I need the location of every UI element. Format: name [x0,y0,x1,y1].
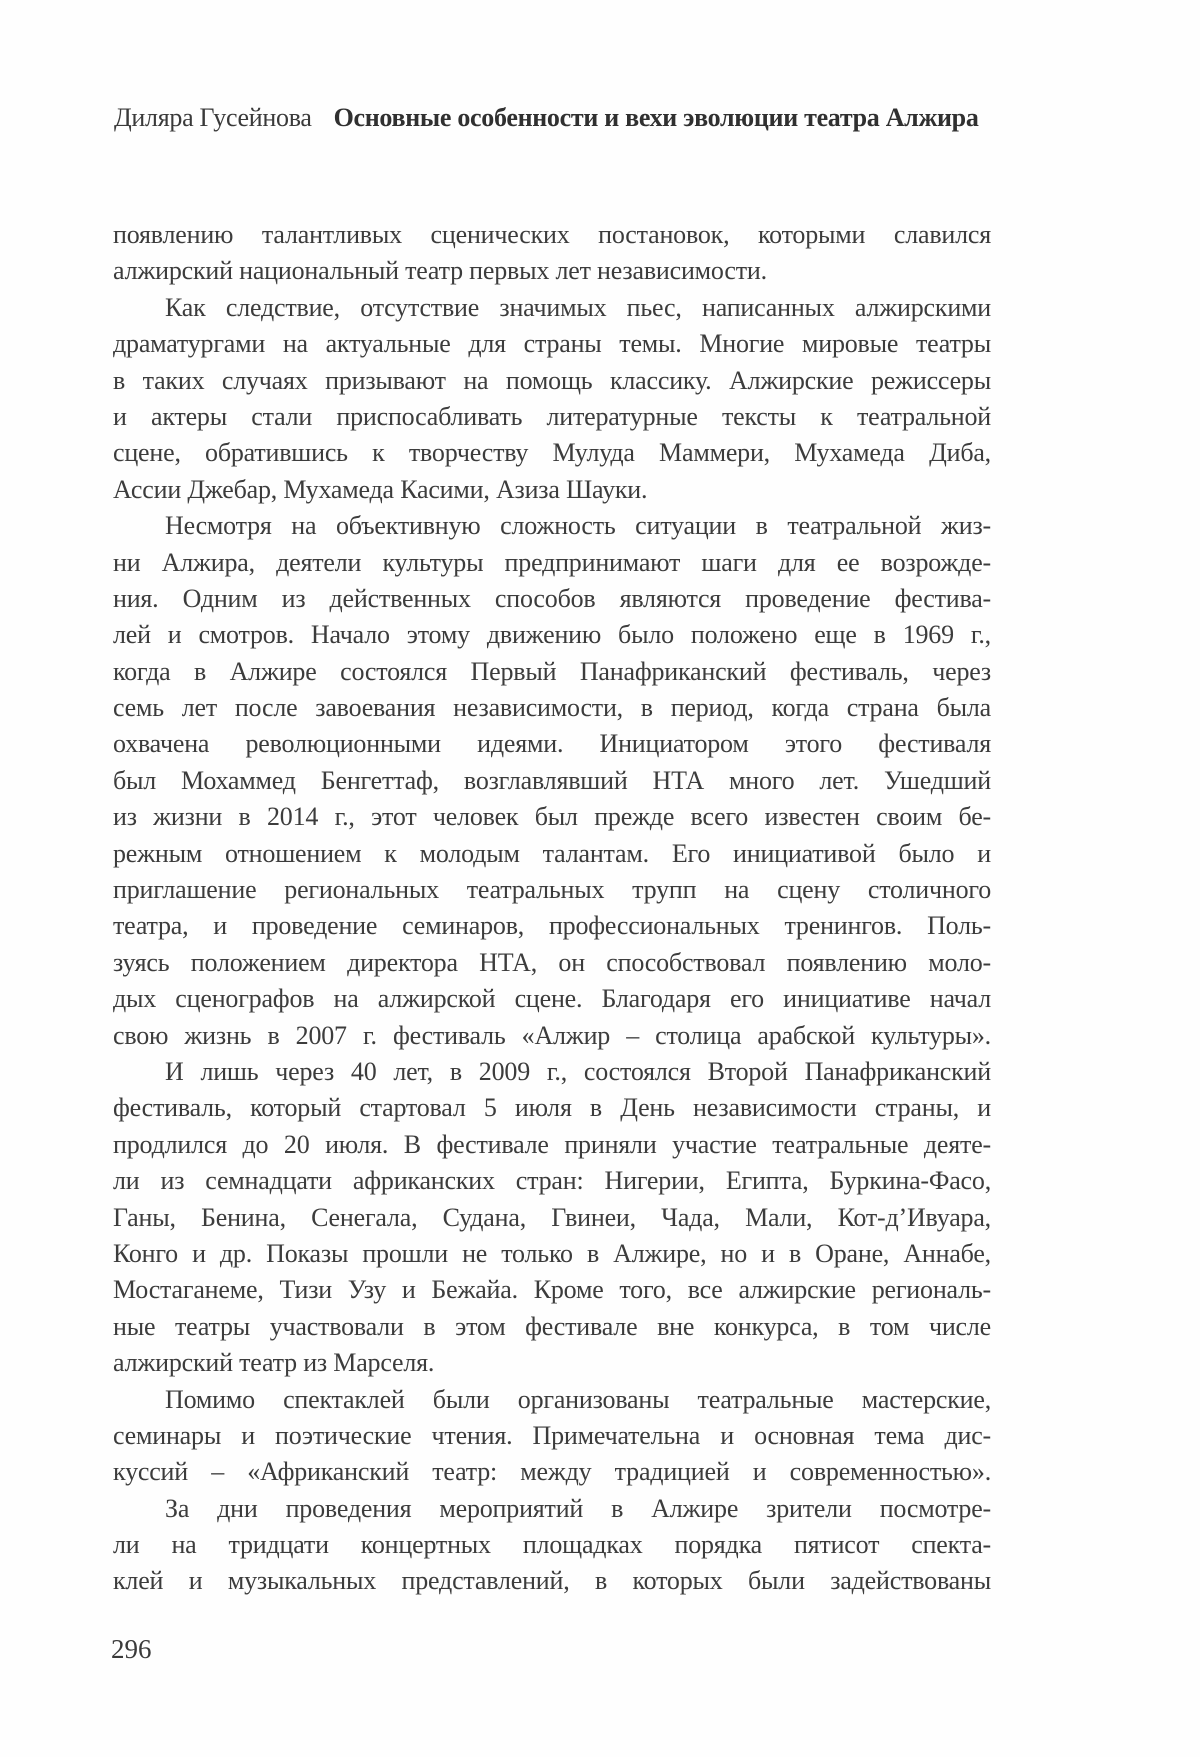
text-line: ли из семнадцати африканских стран: Нигерии, Египта, Буркина-Фасо, [113,1166,991,1196]
text-line: зуясь положением директора НТА, он способствовал появлению моло- [113,947,991,977]
text-line: из жизни в 2014 г., этот человек был прежде всего известен своим бе- [113,802,991,832]
text-line: появлению талантливых сценических постановок, которыми славился [113,220,991,249]
body-text [113,217,991,1600]
text-line: Мостаганеме, Тизи Узу и Бежайа. Кроме того, все алжирские региональ- [113,1275,991,1305]
text-line: куссий – «Африканский театр: между традицией и современностью». [113,1457,991,1487]
text-line: театра, и проведение семинаров, профессиональных тренингов. Поль- [113,911,991,941]
text-line: был Мохаммед Бенгеттаф, возглавлявший НТА много лет. Ушедший [113,765,991,795]
text-line: в таких случаях призывают на помощь классику. Алжирские режиссеры [113,365,991,395]
text-line: И лишь через 40 лет, в 2009 г., состоялся Второй Панафриканский [165,1056,991,1086]
paragraph [113,217,991,290]
text-line: За дни проведения мероприятий в Алжире зрители посмотре- [165,1493,991,1523]
text-line: Несмотря на объективную сложность ситуации в театральной жиз- [165,511,991,541]
running-header-author: Диляра Гусейнова [114,103,312,132]
text-line: драматургами на актуальные для страны темы. Многие мировые театры [113,329,991,359]
running-header [114,103,1094,133]
text-line: семь лет после завоевания независимости, в период, когда страна была [113,693,991,723]
text-line: приглашение региональных театральных трупп на сцену столичного [113,875,991,905]
running-header-title: Основные особенности и вехи эволюции театра Алжира [333,103,979,132]
text-line: Помимо спектаклей были организованы театральные мастерские, [165,1384,991,1414]
paragraph [113,290,991,508]
text-line: Как следствие, отсутствие значимых пьес, написанных алжирскими [165,292,991,322]
text-line: Ассии Джебар, Мухамеда Касими, Азиза Шауки. [113,474,648,504]
text-line: алжирский театр из Марселя. [113,1348,435,1378]
text-line: лей и смотров. Начало этому движению было положено еще в 1969 г., [113,620,991,650]
text-line: когда в Алжире состоялся Первый Панафриканский фестиваль, через [113,656,991,686]
text-line: Конго и др. Показы прошли не только в Алжире, но и в Оране, Аннабе, [113,1238,991,1268]
paragraph [113,1382,991,1491]
text-line: алжирский национальный театр первых лет независимости. [113,256,767,286]
paragraph [113,1491,991,1600]
text-line: клей и музыкальных представлений, в которых были задействованы [113,1566,991,1596]
text-line: продлился до 20 июля. В фестивале приняли участие театральные деяте- [113,1129,991,1159]
text-line: охвачена революционными идеями. Инициатором этого фестиваля [113,729,991,759]
text-line: ные театры участвовали в этом фестивале вне конкурса, в том числе [113,1311,991,1341]
text-line: сцене, обратившись к творчеству Мулуда Маммери, Мухамеда Диба, [113,438,991,468]
text-line: дых сценографов на алжирской сцене. Благодаря его инициативе начал [113,984,991,1014]
text-line: ли на тридцати концертных площадках порядка пятисот спекта- [113,1530,991,1560]
text-line: ния. Одним из действенных способов являются проведение фестива- [113,583,991,613]
text-line: режным отношением к молодым талантам. Его инициативой было и [113,838,991,868]
page-number: 296 [111,1634,152,1664]
text-line: свою жизнь в 2007 г. фестиваль «Алжир – столица арабской культуры». [113,1020,991,1050]
text-line: семинары и поэтические чтения. Примечательна и основная тема дис- [113,1420,991,1450]
text-line: и актеры стали приспосабливать литературные тексты к театральной [113,401,991,431]
paragraph [113,508,991,1054]
paragraph [113,1054,991,1382]
text-line: Ганы, Бенина, Сенегала, Судана, Гвинеи, Чада, Мали, Кот-д’Ивуара, [113,1202,991,1232]
text-line: фестиваль, который стартовал 5 июля в День независимости страны, и [113,1093,991,1123]
text-line: ни Алжира, деятели культуры предпринимают шаги для ее возрожде- [113,547,991,577]
